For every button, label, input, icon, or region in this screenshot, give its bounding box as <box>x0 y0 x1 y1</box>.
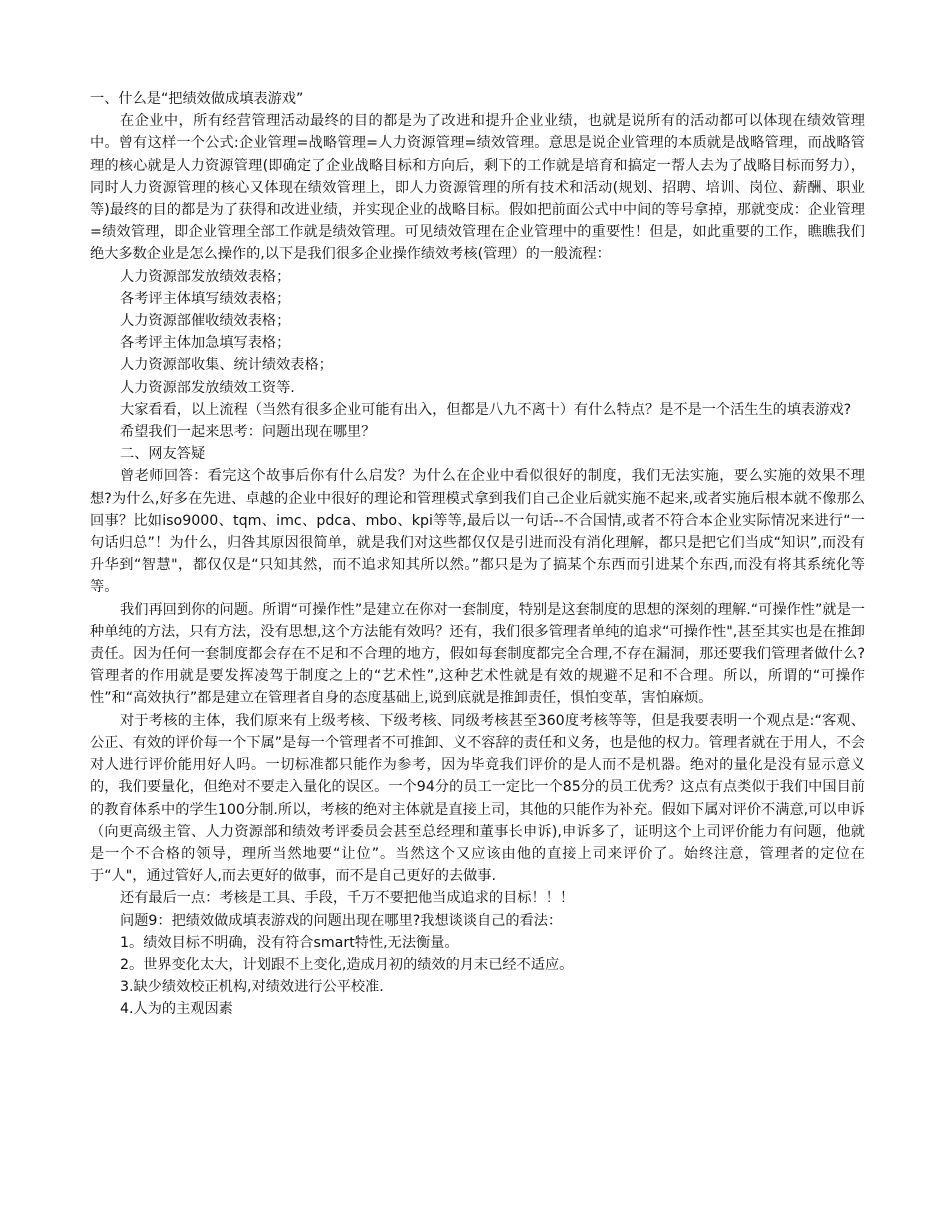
process-step: 各考评主体填写绩效表格； <box>120 290 291 307</box>
section-2-title: 二、网友答疑 <box>120 446 206 463</box>
section-1-title: 一、什么是“把绩效做成填表游戏” <box>90 91 304 107</box>
paragraph-6: 对于考核的主体，我们原来有上级考核、下级考核、同级考核甚至360度考核等等，但是我要表明一个观点是:“客观、公正、有效的评价每一个下属”是每一个管理者不可推卸、义不容辞的责任和义务，也是他的权力。管理者就在于用人，不会对人进行评价能用好人吗。一切标准都只能作为参考，因为毕竟我们评价的是人而不是机器。绝对的量化是没有显示意义的，我们要量化，但绝对不要走入量化的误区。一个94分的员工一定比一个85分的员工优秀？这点有点类似于我们中国目前的教育体系中的学生100分制.所以，考核的绝对主体就是直接上司，其他的只能作为补充。假如下属对评价不满意,可以申诉（向更高级主管、人力资源部和绩效考评委员会甚至总经理和董事长申诉),申诉多了，证明这个上司评价能力有问题，他就是一个不合格的领导，理所当然地要“让位”。当然这个又应该由他的直接上司来评价了。始终注意，管理者的定位在于“人"，通过管好人,而去更好的做事，而不是自己更好的去做事. <box>90 712 865 885</box>
paragraph-7: 还有最后一点：考核是工具、手段，千万不要把他当成追求的目标！！！ <box>120 890 575 907</box>
process-step: 人力资源部发放绩效表格； <box>120 268 291 285</box>
process-step: 人力资源部发放绩效工资等. <box>120 379 295 396</box>
paragraph-3: 希望我们一起来思考：问题出现在哪里？ <box>120 424 376 441</box>
opinion-point: 1。绩效目标不明确，没有符合smart特性,无法衡量。 <box>120 934 459 951</box>
paragraph-8: 问题9：把绩效做成填表游戏的问题出现在哪里?我想谈谈自己的看法： <box>120 912 563 929</box>
paragraph-4: 曾老师回答：看完这个故事后你有什么启发？为什么在企业中看似很好的制度，我们无法实施，要么实施的效果不理想?为什么,好多在先进、卓越的企业中很好的理论和管理模式拿到我们自己企业后就实施不起来,或者实施后根本就不像那么回事？比如iso9000、tqm、imc、pdca、mbo、kpi等等,最后以一句话--不合国情,或者不符合本企业实际情况来进行“一句话归总”！为什么，归咎其原因很简单，就是我们对这些都仅仅是引进而没有消化理解，都只是把它们当成“知识”,而没有升华到“智慧"，都仅仅是“只知其然，而不追求知其所以然。”都只是为了搞某个东西而引进某个东西,而没有将其系统化等等。 <box>90 468 865 596</box>
process-step: 人力资源部催收绩效表格； <box>120 313 291 330</box>
paragraph-2: 大家看看，以上流程（当然有很多企业可能有出入，但都是八九不离十）有什么特点？是不是一个活生生的填表游戏? <box>120 401 852 418</box>
opinion-point: 2。世界变化太大，计划跟不上变化,造成月初的绩效的月末已经不适应。 <box>120 956 574 973</box>
opinion-point: 4.人为的主观因素 <box>120 1001 233 1018</box>
process-step: 人力资源部收集、统计绩效表格； <box>120 357 333 374</box>
opinion-point: 3.缺少绩效校正机构,对绩效进行公平校准. <box>120 979 384 996</box>
document-body <box>90 88 865 1021</box>
paragraph-1: 在企业中，所有经营管理活动最终的目的都是为了改进和提升企业业绩，也就是说所有的活动都可以体现在绩效管理中。曾有这样一个公式:企业管理=战略管理=人力资源管理=绩效管理。意思是说企业管理的本质就是战略管理，而战略管理的核心就是人力资源管理(即确定了企业战略目标和方向后，剩下的工作就是培育和搞定一帮人去为了战略目标而努力），同时人力资源管理的核心又体现在绩效管理上，即人力资源管理的所有技术和活动(规划、招聘、培训、岗位、薪酬、职业等)最终的目的都是为了获得和改进业绩，并实现企业的战略目标。假如把前面公式中中间的等号拿掉，那就变成：企业管理=绩效管理，即企业管理全部工作就是绩效管理。可见绩效管理在企业管理中的重要性！但是，如此重要的工作，瞧瞧我们绝大多数企业是怎么操作的,以下是我们很多企业操作绩效考核(管理）的一般流程： <box>90 113 865 263</box>
process-step: 各考评主体加急填写表格； <box>120 335 291 352</box>
paragraph-5: 我们再回到你的问题。所谓“可操作性”是建立在你对一套制度，特别是这套制度的思想的深刻的理解.“可操作性”就是一种单纯的方法，只有方法，没有思想,这个方法能有效吗？还有，我们很多管理者单纯的追求“可操作性",甚至其实也是在推卸责任。因为任何一套制度都会存在不足和不合理的地方，假如每套制度都完全合理,不存在漏洞，那还要我们管理者做什么?管理者的作用就是要发挥凌驾于制度之上的“艺术性”,这种艺术性就是有效的规避不足和不合理。所以，所谓的“可操作性”和“高效执行”都是建立在管理者自身的态度基础上,说到底就是推卸责任，惧怕变革，害怕麻烦。 <box>90 601 865 707</box>
